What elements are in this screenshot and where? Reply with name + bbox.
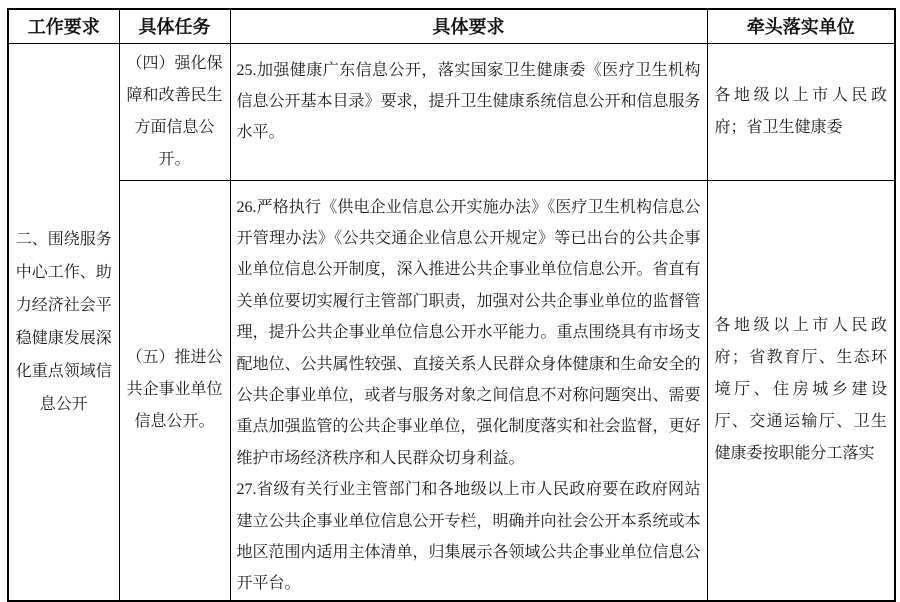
header-lead-units: 牵头落实单位 xyxy=(707,9,895,43)
table-header-row xyxy=(8,9,895,43)
table-row xyxy=(8,43,895,180)
requirements-cell-25 xyxy=(230,43,707,180)
lead-units-cell-2: 各地级以上市人民政府；省教育厅、生态环境厅、住房城乡建设厅、交通运输厅、卫生健康委按职能分工落实 xyxy=(707,180,895,601)
requirements-cell-26-27 xyxy=(230,180,707,601)
requirement-item-25: 25.加强健康广东信息公开，落实国家卫生健康委《医疗卫生机构信息公开基本目录》要求，提升卫生健康系统信息公开和信息服务水平。 xyxy=(236,61,701,142)
work-assignment-table xyxy=(7,8,896,602)
header-specific-task: 具体任务 xyxy=(119,9,230,43)
task-cell-5: （五）推进公共企事业单位信息公开。 xyxy=(119,180,230,601)
lead-units-cell-1: 各地级以上市人民政府；省卫生健康委 xyxy=(707,43,895,180)
table-row xyxy=(8,180,895,601)
requirement-item-26: 26.严格执行《供电企业信息公开实施办法》《医疗卫生机构信息公开管理办法》《公共交通企业信息公开规定》等已出台的公共企事业单位信息公开制度，深入推进公共企事业单位信息公开。省直有关单位要切实履行主管部门职责，加强对公共企事业单位的监督管理，提升公共企事业单位信息公开水平能力。重点围绕具有市场支配地位、公共属性较强、直接关系人民群众身体健康和生命安全的公共企事业单位，或者与服务对象之间信息不对称问题突出、需要重点加强监管的公共企事业单位，强化制度落实和社会监督，更好维护市场经济秩序和人民群众切身利益。 xyxy=(236,198,701,467)
header-work-requirement: 工作要求 xyxy=(8,9,119,43)
work-requirement-cell: 二、围绕服务中心工作、助力经济社会平稳健康发展深化重点领域信息公开 xyxy=(8,43,119,601)
task-cell-4: （四）强化保障和改善民生方面信息公开。 xyxy=(119,43,230,180)
header-specific-requirement: 具体要求 xyxy=(230,9,707,43)
requirement-item-27: 27.省级有关行业主管部门和各地级以上市人民政府要在政府网站建立公共企事业单位信息公开专栏，明确并向社会公开本系统或本地区范围内适用主体清单，归集展示各领域公共企事业单位信息公开平台。 xyxy=(236,481,701,593)
